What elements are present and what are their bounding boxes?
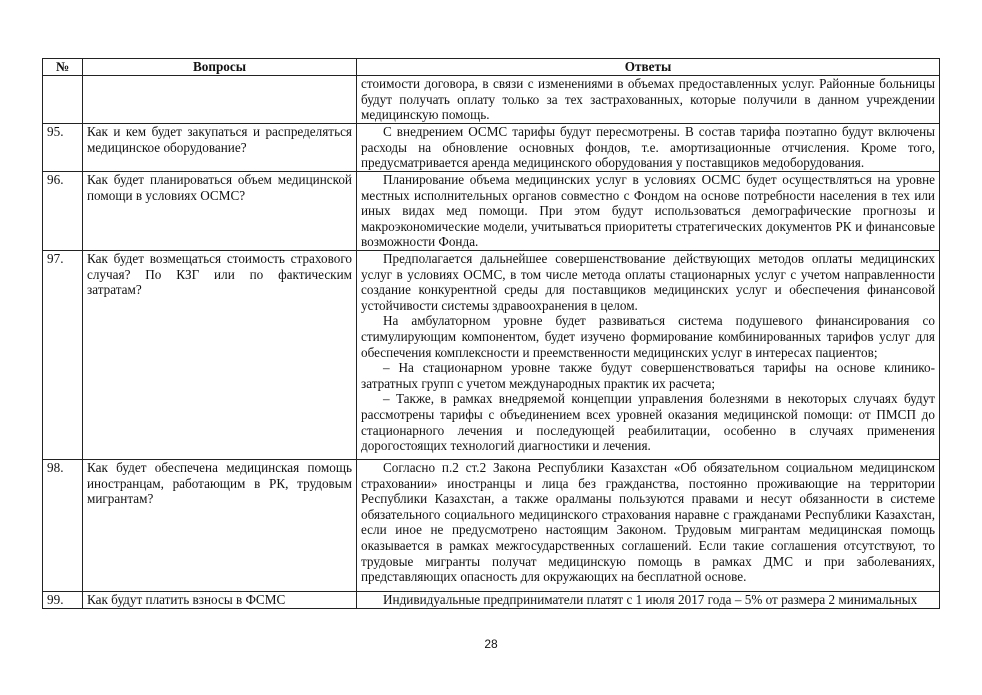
- row-answer: [357, 76, 940, 124]
- row-question: Как будет планироваться объем медицинской помощи в условиях ОСМС?: [83, 172, 357, 251]
- row-question: Как будут платить взносы в ФСМС: [83, 592, 357, 609]
- table-row: [43, 172, 940, 251]
- header-questions: Вопросы: [83, 59, 357, 76]
- answer-paragraph: Предполагается дальнейшее совершенствование действующих методов оплаты медицинских услуг в условиях ОСМС, в том числе метода оплаты стационарных услуг с учетом направленности создание конкурентной среды для поставщиков медицинских услуг и обеспечения финансовой устойчивости системы здравоохранения в целом.: [361, 251, 935, 313]
- row-number: 98.: [43, 460, 83, 592]
- table-row: [43, 251, 940, 460]
- row-number: 96.: [43, 172, 83, 251]
- answer-paragraph: стоимости договора, в связи с изменениями в объемах предоставленных услуг. Районные больницы будут получать оплату только за тех застрахованных, которые получили в данном учреждении медицинскую помощь.: [361, 76, 935, 123]
- answer-paragraph: Индивидуальные предприниматели платят с 1 июля 2017 года – 5% от размера 2 минимальных: [383, 592, 918, 607]
- table-row: [43, 460, 940, 592]
- answer-paragraph: Согласно п.2 ст.2 Закона Республики Казахстан «Об обязательном социальном медицинском страховании» иностранцы и лица без гражданства, постоянно проживающие на территории Республики Казахстан, а также оралманы пользуются правами и несут обязанности в системе обязательного социального медицинского страхования наравне с гражданами Республики Казахстан, если иное не предусмотрено настоящим Законом. Трудовым мигрантам медицинская помощь оказывается в рамках межгосударственных соглашений. Если такие соглашения отсутствуют, то трудовые мигранты получат медицинскую помощь в рамках ДМС и при заболеваниях, представляющих опасность для окружающих на бесплатной основе.: [361, 460, 935, 585]
- header-number: №: [43, 59, 83, 76]
- row-number: [43, 76, 83, 124]
- answer-paragraph: – Также, в рамках внедряемой концепции управления болезнями в некоторых случаях будут рассмотрены тарифы с объединением всех уровней оказания медицинской помощи: от ПМСП до стационарного лечения и последующей реабилитации, особенно в случаях применения дорогостоящих технологий диагностики и лечения.: [361, 391, 935, 454]
- qa-table: [42, 58, 940, 609]
- row-answer: [357, 592, 940, 609]
- row-answer: [357, 251, 940, 460]
- row-answer: [357, 124, 940, 172]
- row-number: 99.: [43, 592, 83, 609]
- row-answer: [357, 172, 940, 251]
- row-question: Как будет обеспечена медицинская помощь иностранцам, работающим в РК, трудовым мигрантам?: [83, 460, 357, 592]
- table-row: [43, 124, 940, 172]
- row-number: 95.: [43, 124, 83, 172]
- row-number: 97.: [43, 251, 83, 460]
- answer-paragraph: С внедрением ОСМС тарифы будут пересмотрены. В состав тарифа поэтапно будут включены расходы на обновление основных фондов, т.е. амортизационные отчисления. Кроме того, предусматривается аренда медицинского оборудования у поставщиков медоборудования.: [361, 124, 935, 171]
- answer-paragraph: Планирование объема медицинских услуг в условиях ОСМС будет осуществляться на уровне местных исполнительных органов совместно с Фондом на основе потребности населения в тех или иных видах мед помощи. При этом будут использоваться демографические прогнозы и макроэкономические модели, учитываться приоритеты стратегических документов РК и финансовые возможности Фонда.: [361, 172, 935, 250]
- page-number: 28: [484, 637, 498, 651]
- row-question: [83, 76, 357, 124]
- table-row: [43, 76, 940, 124]
- header-answers: Ответы: [357, 59, 940, 76]
- row-question: Как будет возмещаться стоимость страхового случая? По КЗГ или по фактическим затратам?: [83, 251, 357, 460]
- row-answer: [357, 460, 940, 592]
- answer-paragraph: – На стационарном уровне также будут совершенствоваться тарифы на основе клинико-затратных групп с учетом международных практик их расчета;: [361, 360, 935, 391]
- row-question: Как и кем будет закупаться и распределяться медицинское оборудование?: [83, 124, 357, 172]
- answer-paragraph: На амбулаторном уровне будет развиваться система подушевого финансирования со стимулирующим компонентом, будет изучено формирование комбинированных тарифов услуг для обеспечения комплексности и преемственности медицинских услуг в интересах пациентов;: [361, 313, 935, 360]
- table-header-row: [43, 59, 940, 76]
- table-row: [43, 592, 940, 609]
